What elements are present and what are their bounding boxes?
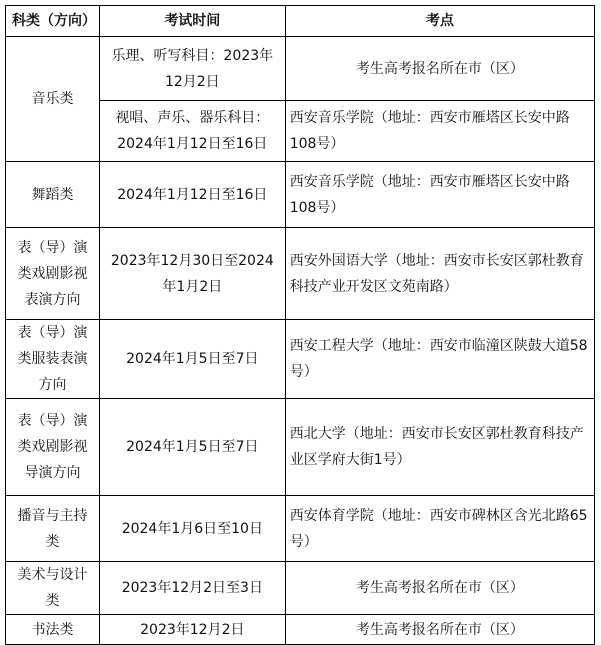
category-cell: 表（导）演类戏剧影视表演方向 xyxy=(6,228,100,320)
table-row xyxy=(6,228,595,320)
table-row xyxy=(6,399,595,496)
time-cell: 2024年1月5日至7日 xyxy=(99,320,285,399)
table-row xyxy=(6,562,595,615)
header-time: 考试时间 xyxy=(99,6,285,37)
table-row xyxy=(6,496,595,562)
category-cell: 美术与设计类 xyxy=(6,562,100,615)
header-row xyxy=(6,6,595,37)
venue-cell: 考生高考报名所在市（区） xyxy=(285,615,594,645)
category-cell: 音乐类 xyxy=(6,37,100,162)
time-cell: 乐理、听写科目：2023年12月2日 xyxy=(99,37,285,101)
time-cell: 2023年12月2日 xyxy=(99,615,285,645)
table-row xyxy=(6,37,595,101)
venue-cell: 考生高考报名所在市（区） xyxy=(285,37,594,101)
header-venue: 考点 xyxy=(285,6,594,37)
category-cell: 书法类 xyxy=(6,615,100,645)
time-cell: 视唱、声乐、器乐科目：2024年1月12日至16日 xyxy=(99,101,285,162)
time-cell: 2023年12月2日至3日 xyxy=(99,562,285,615)
table-row xyxy=(6,320,595,399)
time-cell: 2024年1月6日至10日 xyxy=(99,496,285,562)
table-row xyxy=(6,615,595,645)
venue-cell: 西安音乐学院（地址：西安市雁塔区长安中路108号） xyxy=(285,162,594,228)
header-category: 科类（方向） xyxy=(6,6,100,37)
category-cell: 播音与主持类 xyxy=(6,496,100,562)
venue-cell: 西安体育学院（地址：西安市碑林区含光北路65号） xyxy=(285,496,594,562)
table-row xyxy=(6,162,595,228)
venue-cell: 西安音乐学院（地址：西安市雁塔区长安中路108号） xyxy=(285,101,594,162)
exam-schedule-table xyxy=(5,5,595,645)
venue-cell: 西安外国语大学（地址：西安市长安区郭杜教育科技产业开发区文苑南路） xyxy=(285,228,594,320)
category-cell: 表（导）演类服装表演方向 xyxy=(6,320,100,399)
venue-cell: 西北大学（地址：西安市长安区郭杜教育科技产业区学府大街1号） xyxy=(285,399,594,496)
category-cell: 表（导）演类戏剧影视导演方向 xyxy=(6,399,100,496)
venue-cell: 西安工程大学（地址：西安市临潼区陕鼓大道58号） xyxy=(285,320,594,399)
venue-cell: 考生高考报名所在市（区） xyxy=(285,562,594,615)
category-cell: 舞蹈类 xyxy=(6,162,100,228)
time-cell: 2023年12月30日至2024年1月2日 xyxy=(99,228,285,320)
time-cell: 2024年1月5日至7日 xyxy=(99,399,285,496)
time-cell: 2024年1月12日至16日 xyxy=(99,162,285,228)
